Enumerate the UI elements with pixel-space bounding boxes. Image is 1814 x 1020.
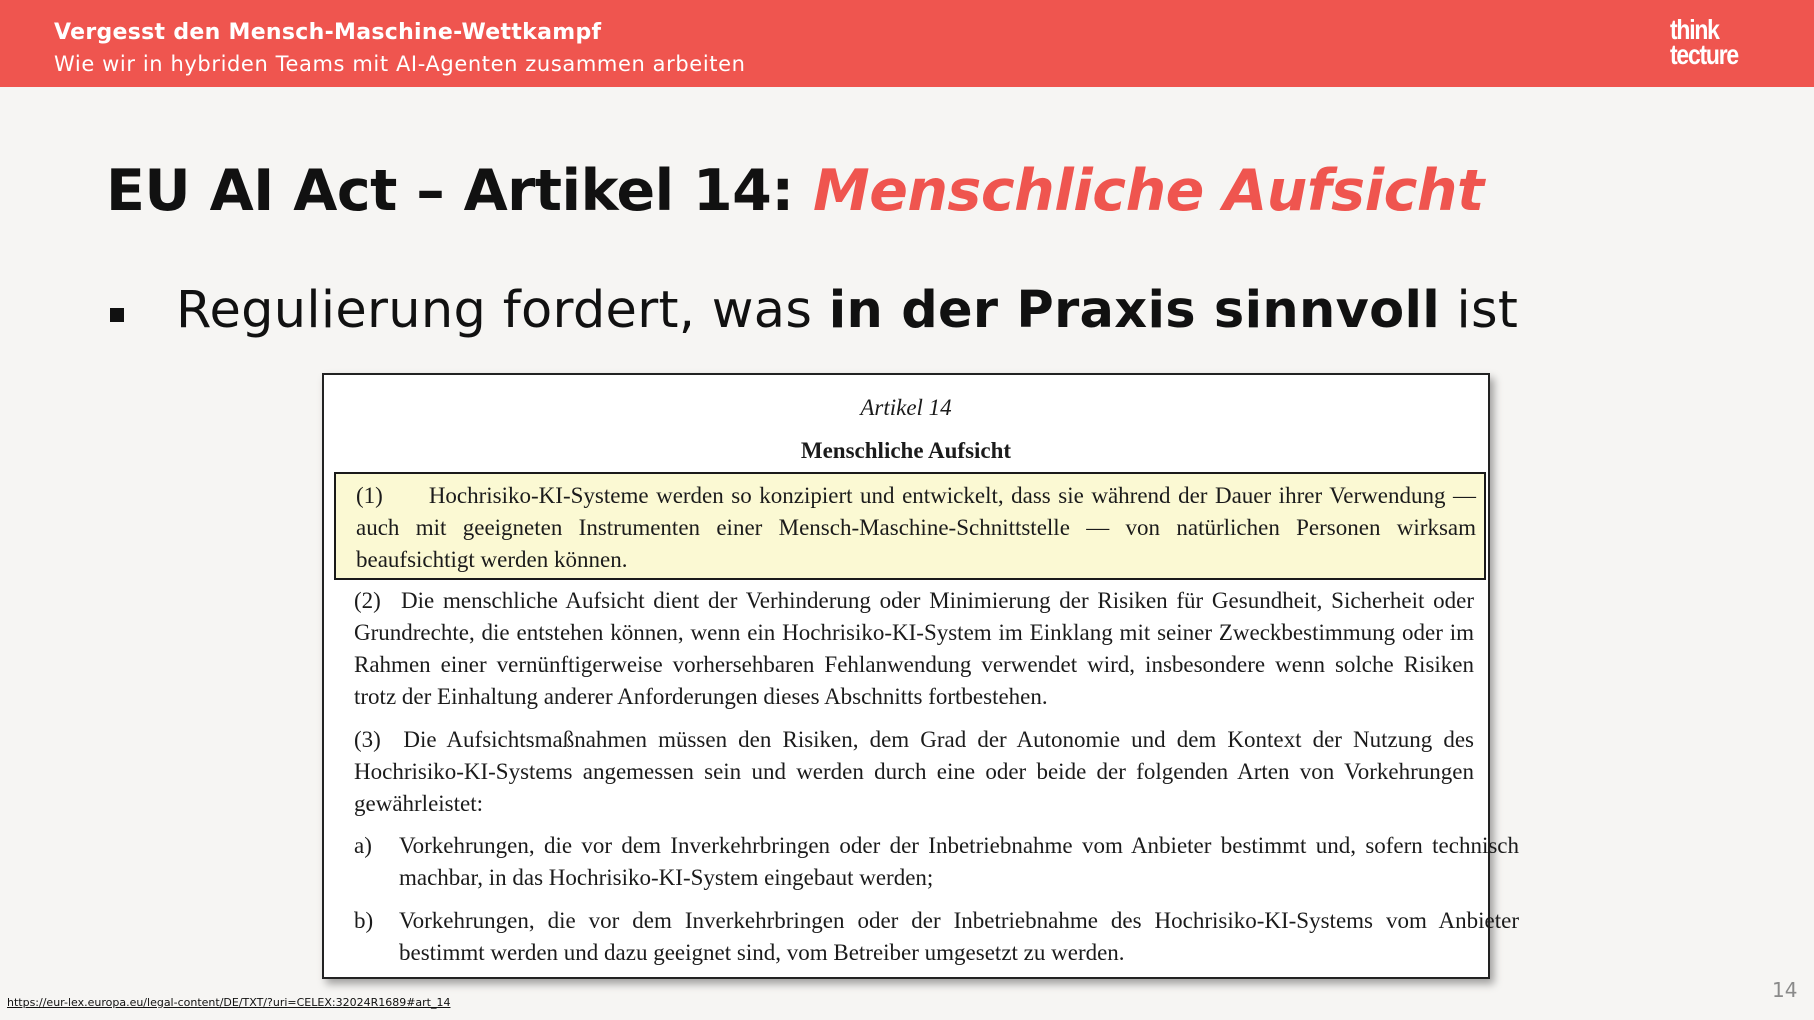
article-number: Artikel 14 bbox=[860, 395, 952, 420]
list-item-b-label: b) bbox=[354, 908, 374, 933]
page-number: 14 bbox=[1772, 978, 1798, 1002]
bullet-text-before: Regulierung fordert, was bbox=[176, 281, 829, 340]
bullet-text bbox=[176, 281, 1518, 340]
paragraph-2: (2) Die menschliche Aufsicht dient der Verhinderung oder Minimierung der Risiken für Gesundheit, Sicherheit oder Grundrechte, die entstehen können, wenn ein Hochrisiko-KI-System im Einklang mit seiner Zweckbestimmung oder im Rahmen einer vernünftigerweise vorhersehbaren Fehlanwendung verwendet wird, insbesondere wenn solche Risiken trotz der Einhaltung anderer Anforderungen dieses Abschnitts fortbestehen. bbox=[354, 588, 1474, 709]
list-item-a bbox=[354, 830, 1519, 894]
list-item-b bbox=[354, 905, 1519, 969]
slide-title bbox=[106, 158, 1484, 224]
presentation-subtitle: Wie wir in hybriden Teams mit AI-Agenten zusammen arbeiten bbox=[54, 52, 746, 76]
highlighted-paragraph-box bbox=[334, 472, 1486, 580]
bullet-text-after: ist bbox=[1440, 281, 1519, 340]
presentation-title: Vergesst den Mensch-Maschine-Wettkampf bbox=[54, 20, 602, 45]
logo-line-2: tecture bbox=[1670, 39, 1738, 70]
thinktecture-logo bbox=[1670, 14, 1744, 70]
list-item-a-label: a) bbox=[354, 833, 372, 858]
bullet-text-bold: in der Praxis sinnvoll bbox=[828, 281, 1441, 340]
legal-document-excerpt bbox=[322, 373, 1519, 979]
header-bar bbox=[0, 0, 1814, 87]
list-item-b-text: Vorkehrungen, die vor dem Inverkehrbringen oder der Inbetriebnahme des Hochrisiko-KI-Systems vom Anbieter bestimmt werden und dazu geeignet sind, vom Betreiber umgesetzt zu werden. bbox=[399, 908, 1519, 965]
paragraph-1: (1) Hochrisiko-KI-Systeme werden so konzipiert und entwickelt, dass sie während der Dauer ihrer Verwendung — auch mit geeigneten Instrumenten einer Mensch-Maschine-Schnittstelle — von natürlichen Personen wirksam beaufsichtigt werden können. bbox=[356, 483, 1476, 572]
slide-title-main: EU AI Act – Artikel 14: bbox=[106, 158, 813, 224]
paragraph-3: (3) Die Aufsichtsmaßnahmen müssen den Risiken, dem Grad der Autonomie und dem Kontext der Nutzung des Hochrisiko-KI-Systems angemessen sein und werden durch eine oder beide der folgenden Arten von Vorkehrungen gewährleistet: bbox=[354, 727, 1474, 816]
article-heading: Menschliche Aufsicht bbox=[800, 438, 1012, 463]
bullet-square-icon bbox=[110, 308, 124, 322]
slide-title-accent: Menschliche Aufsicht bbox=[812, 158, 1484, 224]
source-link[interactable]: https://eur-lex.europa.eu/legal-content/DE/TXT/?uri=CELEX:32024R1689#art_14 bbox=[7, 996, 451, 1009]
list-item-a-text: Vorkehrungen, die vor dem Inverkehrbringen oder der Inbetriebnahme vom Anbieter bestimmt und, sofern technisch machbar, in das Hochrisiko-KI-System eingebaut werden; bbox=[399, 833, 1519, 890]
logo-line-1: think bbox=[1670, 14, 1719, 45]
